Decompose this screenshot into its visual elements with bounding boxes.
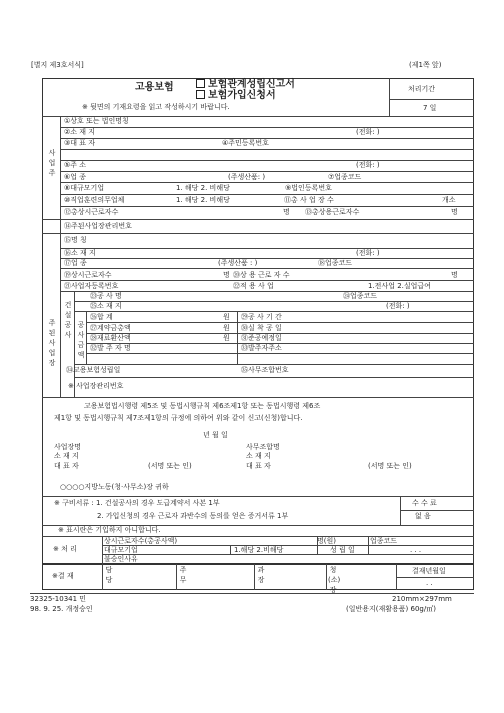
applicant-rep-label: 대 표 자 — [54, 462, 79, 470]
business-side-label: 사업주 — [48, 149, 56, 177]
footer-paper: (일반용지(재활용품) 60g/㎡) — [346, 605, 436, 613]
fee-label: 수 수 료 — [412, 499, 437, 507]
processing-period-label: 처리기간 — [408, 85, 436, 93]
office-no-label: ㉟사무조합번호 — [241, 366, 289, 374]
approver-chief: 주무 — [179, 566, 187, 584]
training-label: ⑩직업훈련의무업체 — [64, 196, 125, 204]
processing-period-value: 7 일 — [423, 104, 437, 112]
office-sign[interactable]: (서명 또는 인) — [368, 462, 412, 470]
scope-options[interactable]: 1.전사업 2.실업급여 — [368, 282, 431, 290]
decision-date-label: 결재년월일 — [412, 567, 446, 575]
insurance-date-label: ㉞고용보험성립일 — [66, 366, 121, 374]
footer-approval: 98. 9. 25. 개정승인 — [30, 605, 93, 613]
site-mgmt-no-label: ⑭주된사업장관리번호 — [64, 222, 132, 230]
checkbox-icon — [196, 90, 205, 99]
sites-unit: 개소 — [442, 196, 456, 204]
processing-side-label: ※ 처 리 — [53, 545, 77, 553]
site-product-field[interactable]: (주생산품 : ) — [218, 259, 258, 267]
office-rep-label: 대 표 자 — [246, 462, 271, 470]
material-amount-label: ㉘재료환산액 — [90, 334, 131, 342]
proc-row1-unit: 명(원) — [317, 537, 336, 545]
proc-row3-label: 불승인사유 — [104, 555, 138, 563]
owner-phone-field[interactable]: (전화: ) — [356, 161, 380, 169]
owner-address-label: ⑤주 소 — [64, 161, 87, 169]
site-address-label: ⑯소 재 지 — [64, 249, 96, 257]
office-address-label: 소 재 지 — [246, 452, 271, 460]
ordering-address-label: ㉝발주자주소 — [241, 344, 282, 352]
construction-phone-field[interactable]: (전화: ) — [386, 302, 410, 310]
proc-date-dots: . . . — [410, 546, 422, 554]
form-title: 고용보험 — [135, 82, 174, 93]
construction-name-label: ㉓공 사 명 — [90, 292, 122, 300]
recipient: ○○○○지방노동(청·사무소)장 귀하 — [60, 483, 169, 491]
site-insured-unit: 명 — [451, 271, 458, 279]
page-info: (제1쪽 앞) — [409, 61, 442, 69]
fee-value: 없 음 — [415, 512, 431, 520]
office-use-notice: ※ 표시란은 기입하지 아니합니다. — [58, 526, 161, 534]
option-report[interactable]: 보험관계성립신고서 — [196, 79, 295, 90]
option-application[interactable]: 보험가입신청서 — [196, 90, 276, 101]
reading-notice: ※ 뒷면의 기재요령을 읽고 작성하시기 바랍니다. — [82, 103, 230, 111]
phone-field[interactable]: (전화: ) — [356, 128, 380, 136]
checkbox-icon — [196, 79, 205, 88]
footer-code: 32325-10341 민 — [30, 595, 87, 603]
workplace-mgmt-label: ※ 사업장관리번호 — [68, 382, 124, 390]
total-amount-unit: 원 — [223, 313, 230, 321]
decision-date-dots: . . — [426, 579, 433, 587]
site-regular-unit: 명 — [223, 271, 230, 279]
site-name-label: ⑮명 칭 — [64, 236, 87, 244]
declaration-line1: 고용보험법시행령 제5조 및 동법시행규칙 제6조제1항 또는 동법시행령 제6조 — [84, 402, 321, 410]
approver-director: 청(소)장 — [328, 566, 341, 594]
proc-row1-label: 상시근로자수(총공사액) — [104, 537, 178, 545]
proc-industry-code: 업종코드 — [370, 537, 398, 545]
large-company-label: ⑧대규모기업 — [64, 184, 105, 192]
contract-amount-unit: 원 — [223, 324, 230, 332]
construction-code-label: ㉔업종코드 — [343, 292, 378, 300]
corp-reg-label: ⑨법인등록번호 — [285, 184, 332, 192]
construction-amount-label: 공사금액 — [77, 321, 85, 359]
ordering-party-label: ㉜발 주 자 명 — [90, 344, 131, 352]
construction-address-label: ㉕소 재 지 — [90, 302, 122, 310]
footer-size: 210mm×297mm — [392, 595, 452, 603]
declaration-line2: 제1항 및 동법시행규칙 제7조제1항의 규정에 의하여 위와 같이 신고(신청)합니다. — [54, 414, 303, 422]
applicant-name-label: 사업장명 — [54, 443, 82, 451]
construction-period-label: ㉙공 사 기 간 — [241, 313, 282, 321]
attachments-line2: 2. 가입신청의 경우 근로자 과반수의 동의를 얻은 증거서류 1부 — [97, 512, 289, 520]
insured-unit: 명 — [451, 208, 458, 216]
proc-row2-options: 1.해당 2.비해당 — [234, 546, 284, 554]
main-site-side-label: 주된사업장 — [48, 319, 56, 367]
form-frame — [42, 78, 474, 564]
form-number: [별지 제3호서식] — [31, 61, 84, 69]
industry-label: ⑥업 종 — [64, 173, 87, 181]
company-name-label: ①상호 또는 법인명칭 — [64, 117, 129, 125]
total-sites-label: ⑪총 사 업 장 수 — [284, 196, 334, 204]
completion-date-label: ㉛준공예정일 — [241, 334, 282, 342]
person-unit: 명 — [283, 208, 290, 216]
approver-manager: 과장 — [257, 566, 265, 584]
total-insured-label: ⑬총상용근로자수 — [305, 208, 360, 216]
scope-label: ㉒적 용 사 업 — [233, 282, 274, 290]
applicant-address-label: 소 재 지 — [54, 452, 79, 460]
declaration-date: 년 월 일 — [203, 431, 228, 439]
applicant-sign[interactable]: (서명 또는 인) — [148, 462, 192, 470]
training-options[interactable]: 1. 해당 2. 비해당 — [176, 196, 230, 204]
proc-row2-label: 대규모기업 — [104, 546, 138, 554]
industry-code-label: ⑦업종코드 — [328, 173, 362, 181]
start-date-label: ㉚실 착 공 일 — [241, 324, 282, 332]
resident-number-label: ④주민등록번호 — [222, 139, 269, 147]
attachments-line1: ※ 구비서류 : 1. 건설공사의 경우 도급계약서 사본 1부 — [54, 499, 220, 507]
site-industry-code-label: ⑱업종코드 — [318, 259, 353, 267]
large-company-options[interactable]: 1. 해당 2. 비해당 — [176, 184, 230, 192]
representative-label: ③대 표 자 — [64, 139, 96, 147]
office-name-label: 사무조합명 — [246, 443, 280, 451]
approver-staff: 담당 — [105, 566, 113, 584]
proc-establish-date: 성 립 일 — [330, 546, 355, 554]
site-insured-label: ⑳상 용 근로 자 수 — [233, 271, 290, 279]
total-amount-label: ㉖합 계 — [90, 313, 113, 321]
contract-amount-label: ㉗계약금총액 — [90, 324, 131, 332]
construction-side-label: 건설공사 — [64, 301, 72, 339]
biz-reg-label: ㉑사업자등록번호 — [64, 282, 119, 290]
main-product-field[interactable]: (주생산품: ) — [228, 173, 266, 181]
site-regular-label: ⑲상시근로자수 — [64, 271, 112, 279]
approval-label: ※결 재 — [52, 572, 74, 580]
address-label: ②소 재 지 — [64, 128, 96, 136]
total-regular-label: ⑫총상시근로자수 — [64, 208, 119, 216]
site-industry-label: ⑰업 종 — [64, 259, 87, 267]
site-phone-field[interactable]: (전화: ) — [356, 249, 380, 257]
material-amount-unit: 원 — [223, 334, 230, 342]
